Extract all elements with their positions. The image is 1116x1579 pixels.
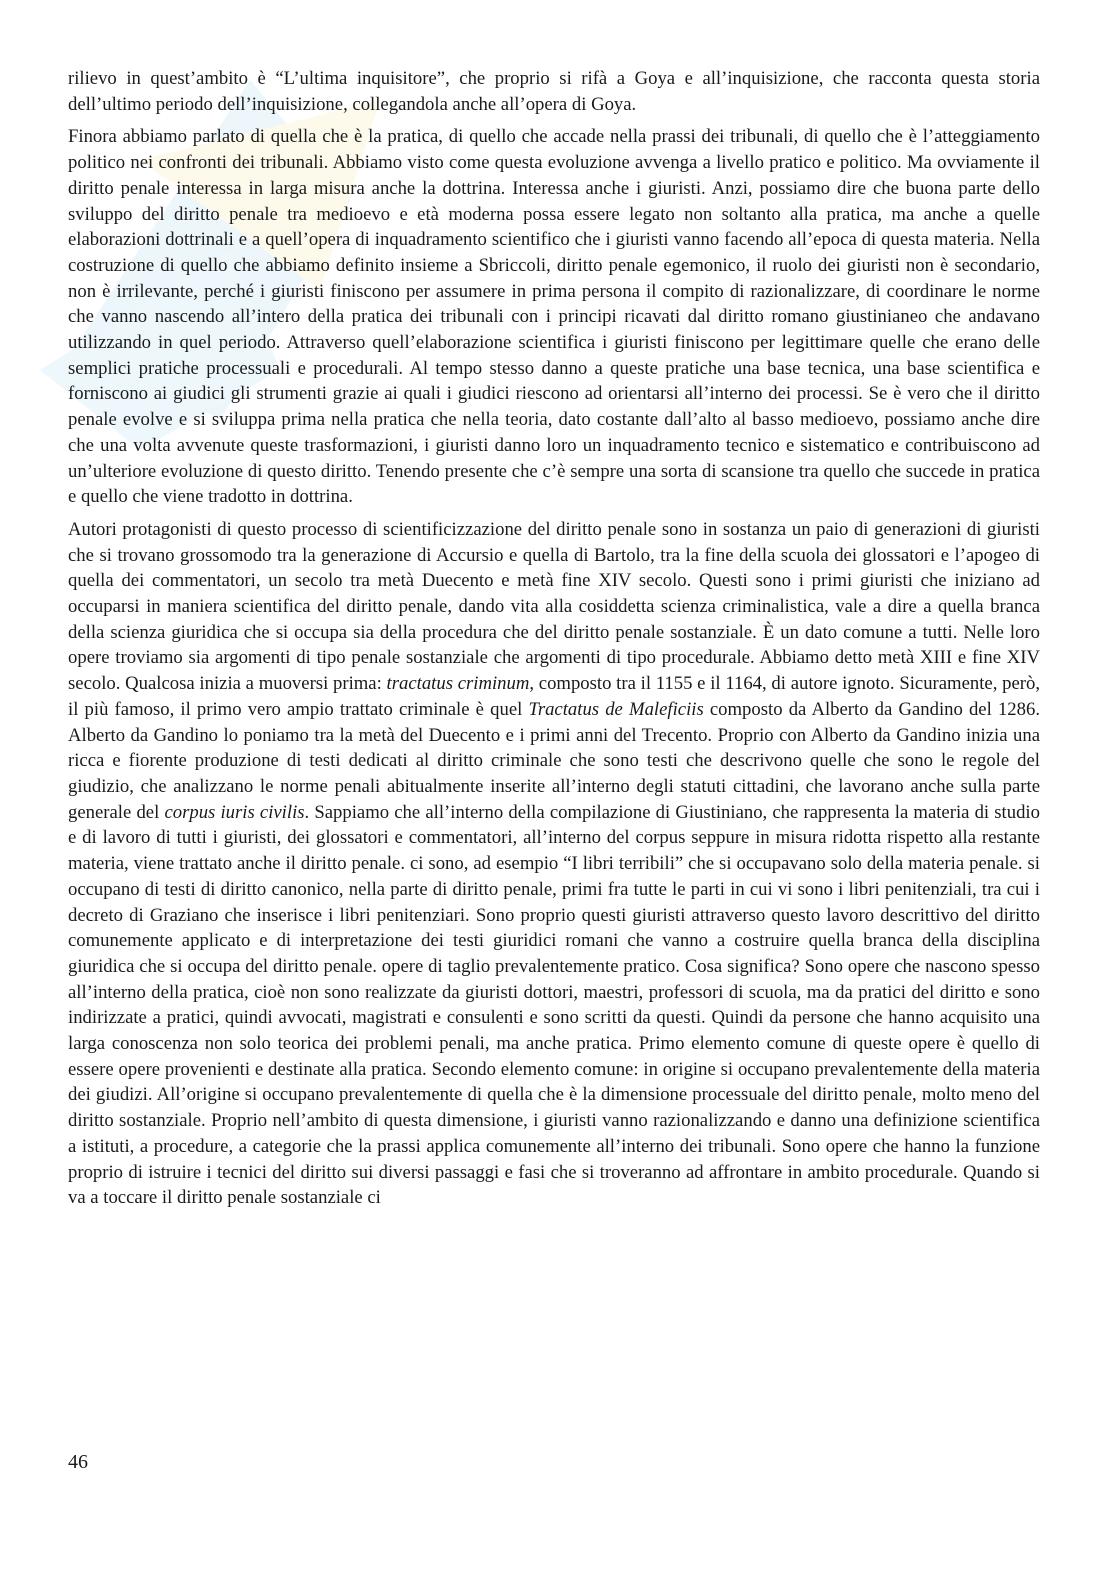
- page-number: 46: [68, 1451, 88, 1473]
- italic-text: corpus iuris civilis: [164, 801, 305, 823]
- text-run: rilievo in quest’ambito è “L’ultima inquisitore”, che proprio si rifà a Goya e all’inquisizione, che racconta questa storia dell’ultimo periodo dell’inquisizione, collegandola anche all’opera di Goya.: [68, 68, 1040, 115]
- text-run: . Sappiamo che all’interno della compilazione di Giustiniano, che rappresenta la materia di studio e di lavoro di tutti i giuristi, dei glossatori e commentatori, all’interno del corpus seppure in misura ridotta rispetto alla restante materia, viene trattato anche il diritto penale. ci sono, ad esempio “I libri terribili” che si occupavano solo della materia penale. si occupano di testi di diritto canonico, nella parte di diritto penale, primi fra tutte le parti in cui vi sono i libri penitenziali, tra cui i decreto di Graziano che inserisce i libri penitenziari. Sono proprio questi giuristi attraverso questo lavoro descrittivo del diritto comunemente applicato e di interpretazione dei testi giuridici romani che vanno a costruire quella branca della disciplina giuridica che si occupa del diritto penale. opere di taglio prevalentemente pratico. Cosa significa? Sono opere che nascono spesso all’interno della pratica, cioè non sono realizzate da giuristi dottori, maestri, professori di scuola, ma da pratici del diritto e sono indirizzate a pratici, quindi avvocati, magistrati e consulenti e sono scritti da questi. Quindi da persone che hanno acquisito una larga conoscenza non solo teorica dei problemi penali, ma anche pratica. Primo elemento comune di queste opere è quello di essere opere provenienti e destinate alla pratica. Secondo elemento comune: in origine si occupano prevalentemente della materia dei giudizi. All’origine si occupano prevalentemente di quella che è la dimensione processuale del diritto penale, molto meno del diritto sostanziale. Proprio nell’ambito di questa dimensione, i giuristi vanno razionalizzando e danno una definizione scientifica a istituti, a procedure, a categorie che la prassi applica comunemente all’interno dei tribunali. Sono opere che hanno la funzione proprio di istruire i tecnici del diritto sui diversi passaggi e fasi che si troveranno ad affrontare in ambito procedurale. Quando si va a toccare il diritto penale sostanziale ci: [68, 801, 1040, 1209]
- italic-text: Tractatus de Maleficiis: [528, 698, 704, 720]
- text-run: Finora abbiamo parlato di quella che è la pratica, di quello che accade nella prassi dei tribunali, di quello che è l’atteggiamento politico nei confronti dei tribunali. Abbiamo visto come questa evoluzione avvenga a livello pratico e politico. Ma ovviamente il diritto penale interessa in larga misura anche la dottrina. Interessa anche i giuristi. Anzi, possiamo dire che buona parte dello sviluppo del diritto penale tra medioevo e età moderna possa essere legato non soltanto alla pratica, ma anche a quelle elaborazioni dottrinali e a quell’opera di inquadramento scientifico che i giuristi vanno facendo all’epoca di questa materia. Nella costruzione di quello che abbiamo definito insieme a Sbriccoli, diritto penale egemonico, il ruolo dei giuristi non è secondario, non è irrilevante, perché i giuristi finiscono per assumere in prima persona il compito di razionalizzare, di coordinare le norme che vanno nascendo all’intero della pratica dei tribunali con i principi ricavati dal diritto romano giustinianeo che andavano utilizzando in quel periodo. Attraverso quell’elaborazione scientifica i giuristi finiscono per legittimare quelle che erano delle semplici pratiche processuali e procedurali. Al tempo stesso danno a queste pratiche una base tecnica, una base scientifica e forniscono ai giudici gli strumenti grazie ai quali i giudici riescono ad orientarsi all’interno dei processi. Se è vero che il diritto penale evolve e si sviluppa prima nella pratica che nella teoria, dato costante dall’alto al basso medioevo, possiamo anche dire che una volta avvenute queste trasformazioni, i giuristi danno loro un inquadramento tecnico e sistematico e contribuiscono ad un’ulteriore evoluzione di questo diritto. Tenendo presente che c’è sempre una sorta di scansione tra quello che succede in pratica e quello che viene tradotto in dottrina.: [68, 126, 1040, 508]
- paragraph: [68, 124, 1040, 510]
- italic-text: tractatus criminum: [386, 673, 530, 695]
- text-run: , composto tra il 1155 e il 1164, di autore ignoto. Sicuramente, però, il più famoso, il primo vero ampio trattato criminale è quel: [68, 673, 1041, 720]
- paragraph: [68, 517, 1040, 1211]
- text-run: Autori protagonisti di questo processo di scientificizzazione del diritto penale sono in sostanza un paio di generazioni di giuristi che si trovano grossomodo tra la generazione di Accursio e quella di Bartolo, tra la fine della scuola dei glossatori e l’apogeo di quella dei commentatori, un secolo tra metà Duecento e metà fine XIV secolo. Questi sono i primi giuristi che iniziano ad occuparsi in maniera scientifica del diritto penale, dando vita alla cosiddetta scienza criminalistica, vale a dire a quella branca della scienza giuridica che si occupa sia della procedura che del diritto penale sostanziale. È un dato comune a tutti. Nelle loro opere troviamo sia argomenti di tipo penale sostanziale che argomenti di tipo procedurale. Abbiamo detto metà XIII e fine XIV secolo. Qualcosa inizia a muoversi prima:: [68, 518, 1040, 695]
- paragraph: [68, 66, 1040, 117]
- document-body: [68, 66, 1040, 1218]
- text-run: composto da Alberto da Gandino del 1286. Alberto da Gandino lo poniamo tra la metà del Duecento e i primi anni del Trecento. Proprio con Alberto da Gandino inizia una ricca e fiorente produzione di testi dedicati al diritto criminale che sono testi che descrivono quelle che sono le regole del giudizio, che analizzano le norme penali abitualmente inserite all’interno degli statuti cittadini, che lavorano anche sulla parte generale del: [68, 698, 1040, 823]
